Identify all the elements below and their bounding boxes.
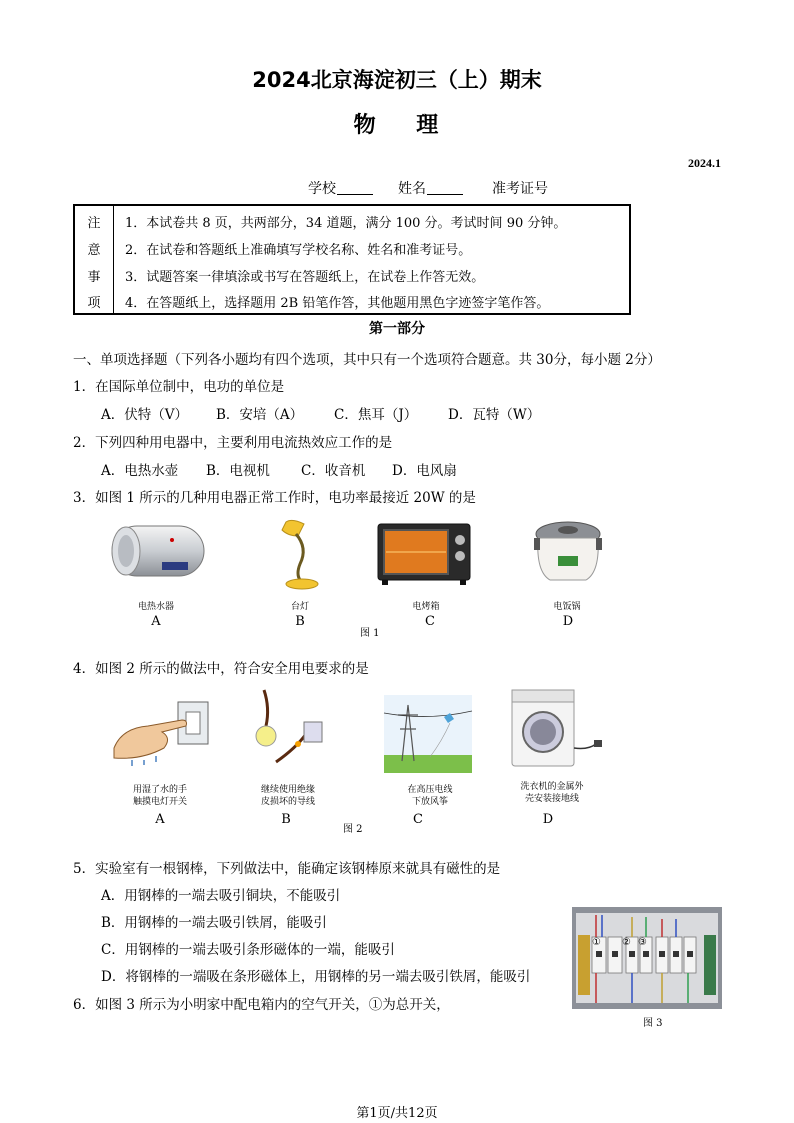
exam-title: 2024北京海淀初三（上）期末	[252, 68, 542, 92]
q4-letter-c[interactable]: C	[413, 812, 423, 827]
part-heading: 一、单项选择题（下列各小题均有四个选项，其中只有一个选项符合题意。共 30分，每小题 2分）	[73, 352, 661, 368]
q1-option-b[interactable]: B．安培（A）	[216, 407, 304, 423]
q4-caption-c	[390, 784, 470, 808]
figure-1-label: 图 1	[360, 628, 380, 639]
q3-caption-b: 台灯	[290, 602, 309, 612]
q2-option-b[interactable]: B．电视机	[206, 463, 270, 479]
q1-option-a[interactable]: A．伏特（V）	[101, 407, 188, 423]
id-field	[492, 178, 548, 198]
notice-box	[73, 204, 631, 315]
notice-item: 3．试题答案一律填涂或书写在答题纸上，在试卷上作答无效。	[125, 270, 485, 285]
notice-label-column	[75, 206, 114, 313]
figure-2-label: 图 2	[343, 824, 363, 835]
notice-item: 1．本试卷共 8 页，共两部分，34 道题，满分 100 分。考试时间 90 分钟。	[125, 216, 567, 231]
question-1-stem: 1．在国际单位制中，电功的单位是	[73, 379, 285, 395]
notice-item: 4．在答题纸上，选择题用 2B 铅笔作答，其他题用黑色字迹签字笔作答。	[125, 296, 550, 311]
q4-letter-a[interactable]: A	[155, 812, 165, 827]
q4-caption-d	[504, 781, 600, 805]
q3-letter-c[interactable]: C	[425, 614, 435, 629]
damaged-wire-image	[246, 688, 326, 772]
notice-label-char: 注	[87, 216, 101, 231]
q3-letter-d[interactable]: D	[562, 614, 574, 629]
q4-caption-b-line: 皮损坏的导线	[260, 797, 315, 807]
marker-2: ②	[622, 937, 631, 948]
q3-caption-d: 电饭锅	[553, 602, 581, 612]
q5-option-d[interactable]: D．将钢棒的一端吸在条形磁体上，用钢棒的另一端去吸引铁屑，能吸引	[101, 969, 531, 985]
q4-caption-a-line: 用湿了水的手	[132, 785, 187, 795]
q5-option-b[interactable]: B．用钢棒的一端去吸引铁屑，能吸引	[101, 915, 327, 931]
water-heater-image	[104, 522, 208, 584]
notice-item: 2．在试卷和答题纸上准确填写学校名称、姓名和准考证号。	[125, 243, 472, 258]
q4-caption-a	[112, 784, 208, 808]
wet-hand-switch-image	[112, 698, 214, 768]
question-6-stem: 6．如图 3 所示为小明家中配电箱内的空气开关，①为总开关，	[73, 997, 450, 1013]
q4-letter-d[interactable]: D	[542, 812, 554, 827]
school-label: 学校	[308, 181, 336, 197]
rice-cooker-image	[530, 518, 606, 588]
notice-label-char: 意	[87, 243, 101, 258]
q4-caption-c-line: 在高压电线	[407, 785, 453, 795]
q5-option-a[interactable]: A．用钢棒的一端去吸引铜块，不能吸引	[101, 888, 341, 904]
notice-label-char: 项	[87, 296, 101, 311]
q4-caption-d-line: 壳安装接地线	[524, 794, 579, 804]
q4-caption-b-line: 继续使用绝缘	[260, 785, 315, 795]
exam-date: 2024.1	[688, 156, 721, 170]
distribution-box-image	[572, 907, 722, 1009]
electric-oven-image	[376, 522, 472, 586]
name-blank[interactable]	[427, 180, 463, 195]
q2-option-c[interactable]: C．收音机	[301, 463, 366, 479]
q3-caption-a: 电热水器	[137, 602, 174, 612]
q1-option-d[interactable]: D．瓦特（W）	[448, 407, 541, 423]
question-5-stem: 5．实验室有一根钢棒，下列做法中，能确定该钢棒原来就具有磁性的是	[73, 861, 501, 877]
question-2-stem: 2．下列四种用电器中，主要利用电流热效应工作的是	[73, 435, 393, 451]
q4-caption-a-line: 触摸电灯开关	[132, 797, 187, 807]
subject-title: 物 理	[353, 113, 441, 138]
name-field	[398, 178, 463, 198]
q4-caption-c-line: 下放风筝	[411, 797, 448, 807]
q2-option-d[interactable]: D．电风扇	[392, 463, 457, 479]
washing-machine-image	[508, 688, 608, 768]
page-footer: 第1页/共12页	[356, 1106, 438, 1121]
section-title: 第一部分	[369, 321, 425, 337]
marker-3: ③	[638, 937, 647, 948]
name-label: 姓名	[398, 181, 426, 197]
q2-option-a[interactable]: A．电热水壶	[101, 463, 179, 479]
high-voltage-kite-image	[384, 695, 472, 773]
figure-3-label: 图 3	[643, 1018, 663, 1029]
question-3-stem: 3．如图 1 所示的几种用电器正常工作时，电功率最接近 20W 的是	[73, 490, 476, 506]
id-label: 准考证号	[492, 181, 548, 197]
q3-letter-b[interactable]: B	[295, 614, 305, 629]
notice-label-char: 事	[87, 270, 101, 285]
q4-caption-b	[240, 784, 336, 808]
q5-option-c[interactable]: C．用钢棒的一端去吸引条形磁体的一端，能吸引	[101, 942, 395, 958]
q4-letter-b[interactable]: B	[281, 812, 291, 827]
q4-caption-d-line: 洗衣机的金属外	[520, 782, 584, 792]
marker-1: ①	[592, 937, 601, 948]
desk-lamp-image	[278, 518, 328, 590]
q3-letter-a[interactable]: A	[151, 614, 161, 629]
school-field	[308, 178, 373, 198]
school-blank[interactable]	[337, 180, 373, 195]
q1-option-c[interactable]: C．焦耳（J）	[334, 407, 418, 423]
question-4-stem: 4．如图 2 所示的做法中，符合安全用电要求的是	[73, 661, 369, 677]
q3-caption-c: 电烤箱	[412, 602, 440, 612]
